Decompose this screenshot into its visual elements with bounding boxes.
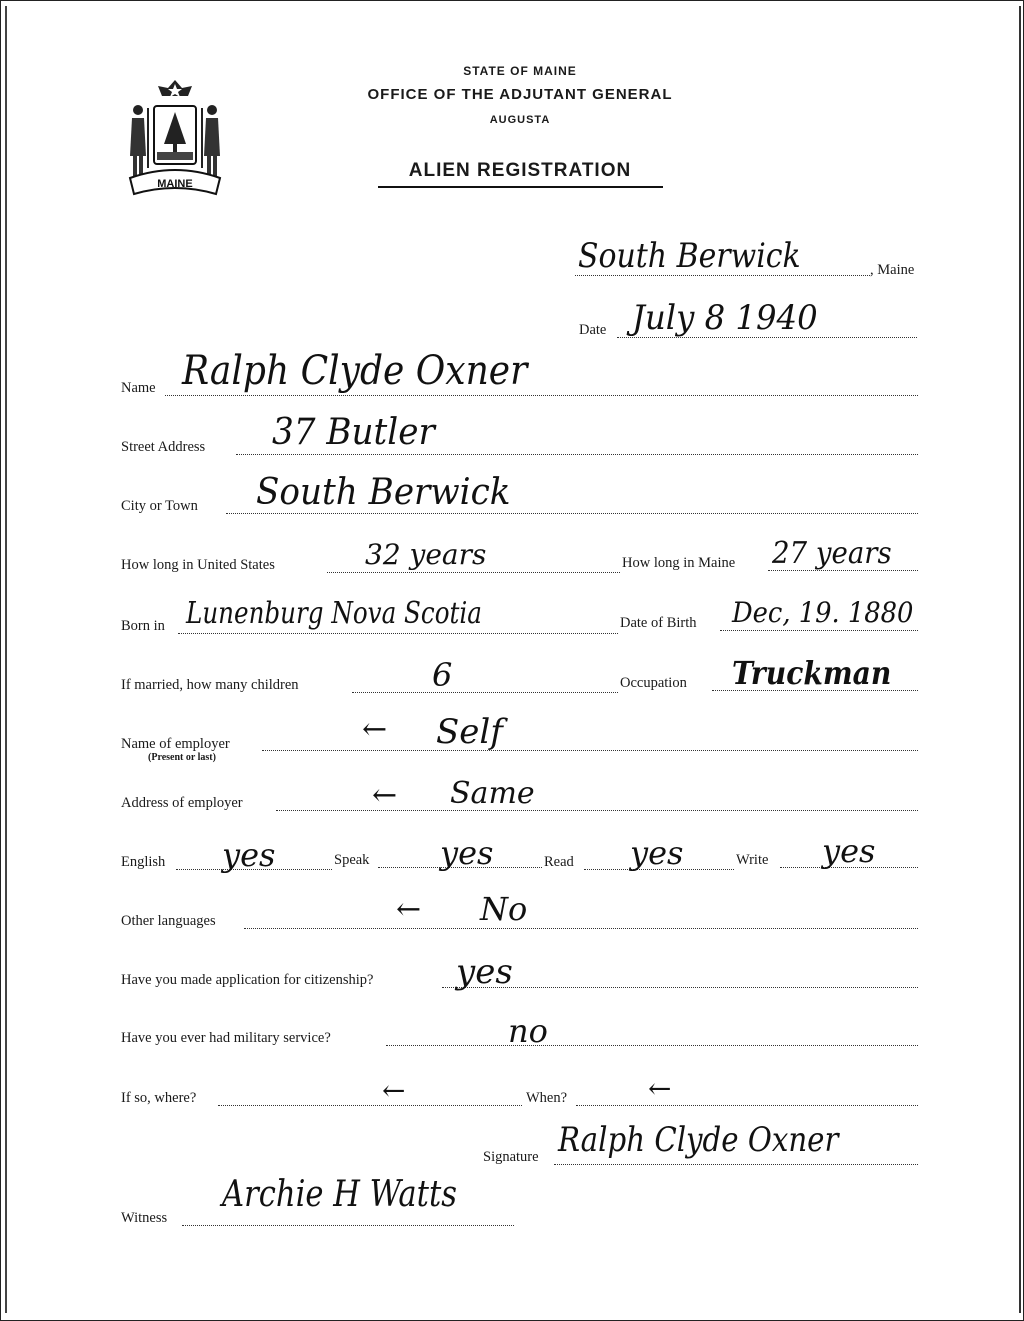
label-employer-name: Name of employer [121, 736, 230, 752]
label-employer-note: (Present or last) [148, 752, 216, 763]
born-in-line [178, 633, 618, 634]
entry-how-long-maine: 27 years [772, 536, 892, 571]
seal-banner-text: MAINE [157, 178, 193, 190]
how-long-us-line [327, 572, 620, 573]
label-how-long-us: How long in United States [121, 557, 275, 573]
entry-citizenship: yes [456, 952, 513, 992]
maine-state-seal [124, 78, 226, 200]
label-name: Name [121, 380, 156, 396]
city-line [226, 513, 918, 514]
arrow-other-languages: ← [396, 892, 422, 927]
label-children: If married, how many children [121, 677, 299, 693]
label-other-languages: Other languages [121, 913, 216, 929]
entry-english: yes [222, 836, 276, 874]
label-if-so-where: If so, where? [121, 1090, 197, 1106]
form-title: ALIEN REGISTRATION [408, 160, 632, 181]
label-occupation: Occupation [620, 675, 687, 691]
entry-speak: yes [440, 834, 494, 872]
label-born-in: Born in [121, 618, 165, 634]
entry-employer-name: Self [436, 712, 503, 752]
label-signature: Signature [483, 1149, 539, 1165]
children-line [352, 692, 618, 693]
entry-write: yes [822, 832, 876, 870]
arrow-employer-name: ← [362, 712, 388, 747]
label-write: Write [736, 852, 769, 868]
entry-military: no [508, 1012, 548, 1050]
entry-how-long-us: 32 years [365, 538, 487, 571]
label-english: English [121, 854, 166, 870]
label-how-long-maine: How long in Maine [622, 555, 736, 571]
entry-read: yes [630, 834, 684, 872]
entry-town: South Berwick [578, 236, 801, 276]
witness-line [182, 1225, 514, 1226]
arrow-where: ← [382, 1074, 406, 1107]
where-line [218, 1105, 522, 1106]
label-read: Read [544, 854, 574, 870]
header-office: OFFICE OF THE ADJUTANT GENERAL [367, 86, 673, 103]
dob-line [720, 630, 918, 631]
entry-street: 37 Butler [272, 412, 435, 453]
entry-name: Ralph Clyde Oxner [182, 348, 528, 394]
arrow-employer-address: ← [372, 778, 398, 813]
label-maine: , Maine [870, 262, 915, 278]
label-date-of-birth: Date of Birth [620, 615, 697, 631]
entry-children: 6 [432, 656, 453, 694]
label-speak: Speak [334, 852, 370, 868]
entry-born-in: Lunenburg Nova Scotia [186, 596, 482, 631]
label-when: When? [526, 1090, 568, 1106]
header-city: AUGUSTA [489, 114, 551, 126]
label-date: Date [579, 322, 607, 338]
when-line [576, 1105, 918, 1106]
label-witness: Witness [121, 1210, 168, 1226]
label-military: Have you ever had military service? [121, 1030, 331, 1046]
entry-signature: Ralph Clyde Oxner [558, 1120, 839, 1160]
other-languages-line [244, 928, 918, 929]
street-line [236, 454, 918, 455]
name-line [165, 395, 918, 396]
label-citizenship: Have you made application for citizenship? [121, 972, 374, 988]
entry-date-of-birth: Dec, 19. 1880 [732, 596, 914, 629]
title-underline [378, 186, 663, 188]
entry-other-languages: No [480, 890, 528, 928]
signature-line [554, 1164, 918, 1165]
entry-occupation: Truckman [732, 654, 892, 692]
employer-name-line [262, 750, 918, 751]
arrow-when: ← [648, 1072, 672, 1105]
entry-city-or-town: South Berwick [256, 472, 511, 513]
entry-witness: Archie H Watts [222, 1174, 457, 1215]
label-employer-address: Address of employer [121, 795, 243, 811]
label-street: Street Address [121, 439, 206, 455]
entry-employer-address: Same [450, 776, 535, 811]
military-line [386, 1045, 918, 1046]
town-line [575, 275, 870, 276]
header-state: STATE OF MAINE [463, 64, 577, 78]
entry-date: July 8 1940 [632, 298, 818, 338]
label-city-or-town: City or Town [121, 498, 198, 514]
citizenship-line [442, 987, 918, 988]
